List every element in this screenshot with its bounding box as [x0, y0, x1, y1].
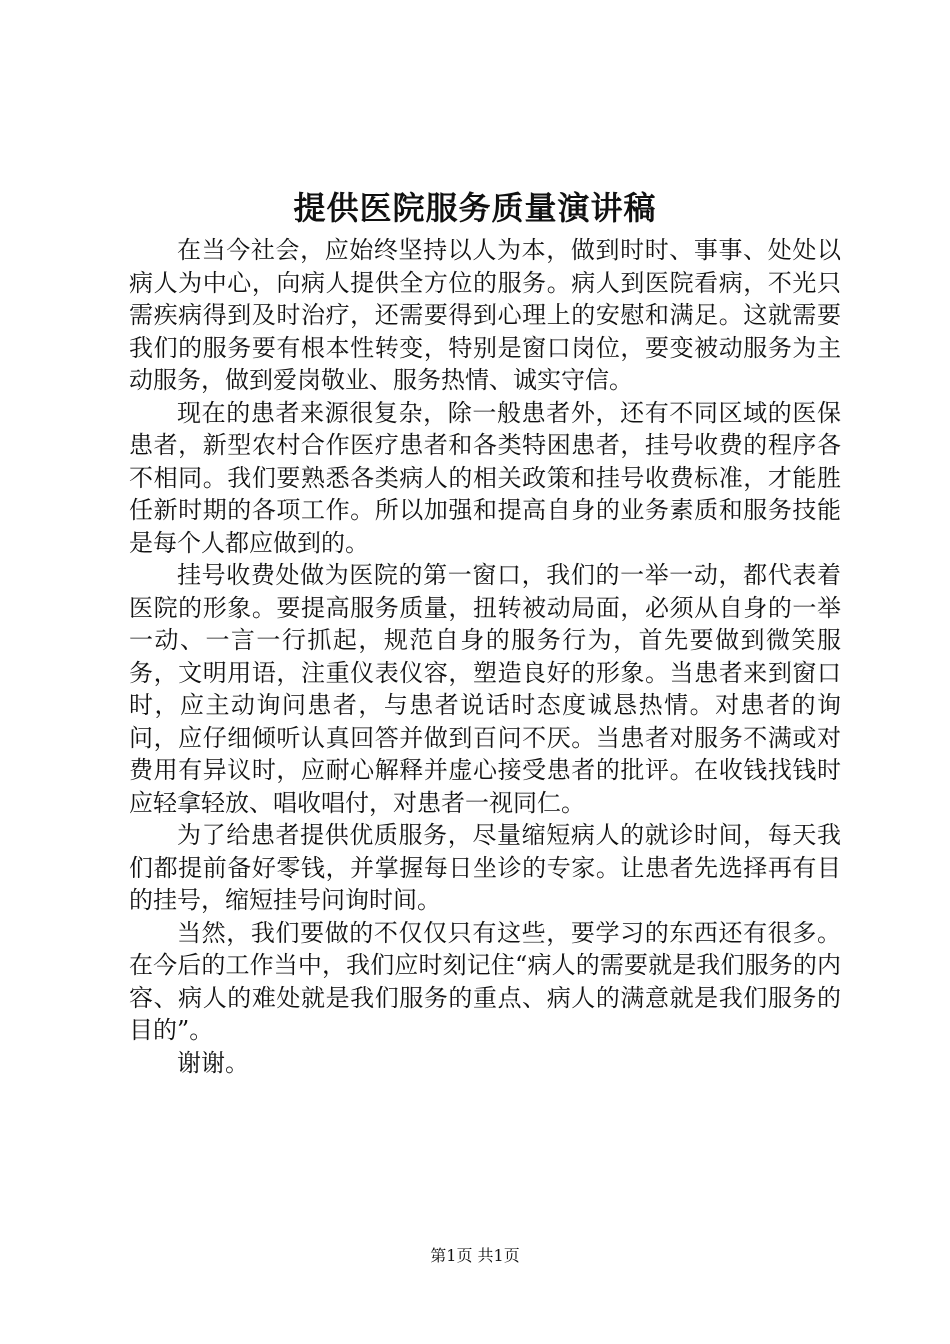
paragraph-4: 为了给患者提供优质服务，尽量缩短病人的就诊时间，每天我们都提前备好零钱，并掌握每日坐诊的专家。让患者先选择再有目的挂号，缩短挂号问询时间。: [129, 821, 841, 914]
paragraph-2: 现在的患者来源很复杂，除一般患者外，还有不同区域的医保患者，新型农村合作医疗患者和各类特困患者，挂号收费的程序各不相同。我们要熟悉各类病人的相关政策和挂号收费标准，才能胜任新时期的各项工作。所以加强和提高自身的业务素质和服务技能是每个人都应做到的。: [129, 398, 841, 557]
page-footer: 第1页 共1页: [430, 1246, 520, 1265]
paragraph-3: 挂号收费处做为医院的第一窗口，我们的一举一动，都代表着医院的形象。要提高服务质量，扭转被动局面，必须从自身的一举一动、一言一行抓起，规范自身的服务行为，首先要做到微笑服务，文明用语，注重仪表仪容，塑造良好的形象。当患者来到窗口时，应主动询问患者，与患者说话时态度诚恳热情。对患者的询问，应仔细倾听认真回答并做到百问不厌。当患者对服务不满或对费用有异议时，应耐心解释并虚心接受患者的批评。在收钱找钱时应轻拿轻放、唱收唱付，对患者一视同仁。: [129, 561, 841, 817]
document-body: [129, 234, 841, 1079]
paragraph-5: 当然，我们要做的不仅仅只有这些，要学习的东西还有很多。在今后的工作当中，我们应时刻记住“病人的需要就是我们服务的内容、病人的难处就是我们服务的重点、病人的满意就是我们服务的目的”。: [129, 918, 841, 1044]
document-title: 提供医院服务质量演讲稿: [293, 189, 657, 227]
paragraph-6: 谢谢。: [177, 1048, 249, 1077]
paragraph-1: 在当今社会，应始终坚持以人为本，做到时时、事事、处处以病人为中心，向病人提供全方位的服务。病人到医院看病，不光只需疾病得到及时治疗，还需要得到心理上的安慰和满足。这就需要我们的服务要有根本性转变，特别是窗口岗位，要变被动服务为主动服务，做到爱岗敬业、服务热情、诚实守信。: [129, 236, 841, 394]
